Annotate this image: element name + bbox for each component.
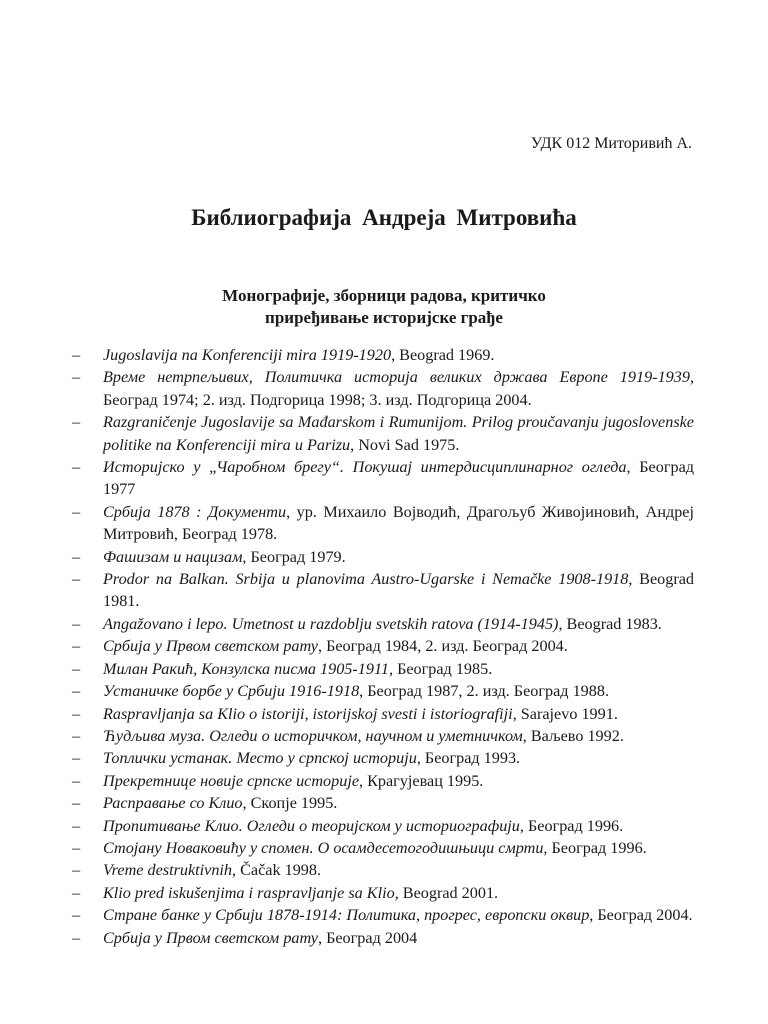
entry-publication: , Београд 1996. xyxy=(519,816,624,835)
bibliography-entry xyxy=(72,882,694,904)
entry-title: Стране банке у Србији 1878-1914: Политика, прогрес, европски оквир xyxy=(103,906,590,925)
list-dash: – xyxy=(72,547,81,566)
list-dash: – xyxy=(72,368,81,387)
list-dash: – xyxy=(72,794,81,813)
bibliography-entry xyxy=(72,747,694,769)
entry-publication: , Скопје 1995. xyxy=(242,794,338,813)
bibliography-entry xyxy=(72,792,694,814)
entry-publication: , Beograd 1969. xyxy=(391,346,495,364)
section-heading-line-2: приређивање историјске грађе xyxy=(265,308,503,327)
bibliography-entry xyxy=(72,658,694,680)
list-dash: – xyxy=(72,861,81,880)
list-dash: – xyxy=(72,413,81,432)
list-dash: – xyxy=(72,883,81,902)
bibliography-entry xyxy=(72,815,694,837)
entry-title: Фашизам и нацизам xyxy=(103,547,243,566)
entry-publication: , Београд 1987, 2. изд. Београд 1988. xyxy=(359,682,609,701)
entry-title: Vreme destruktivnih xyxy=(103,861,233,880)
list-dash: – xyxy=(72,928,81,947)
entry-title: Устаничке борбе у Србији 1916-1918 xyxy=(103,682,360,701)
entry-title: Топлички устанак. Место у српској историји xyxy=(103,749,417,768)
entry-publication: , Београд 1993. xyxy=(416,749,521,768)
entry-publication: , Ваљево 1992. xyxy=(522,726,624,745)
entry-publication: , Beograd 1983. xyxy=(558,614,662,633)
entry-publication: , ур. Михаило Војводић, Драгољуб Живојиновић, Андреј Митровић, Београд 1978. xyxy=(103,502,694,544)
bibliography-entry xyxy=(72,837,694,859)
entry-publication: , Београд 1984, 2. изд. Београд 2004. xyxy=(317,637,568,656)
entry-title: Jugoslavija na Konferenciji mira 1919-1920 xyxy=(103,346,392,364)
entry-publication: Београд 1985. xyxy=(393,659,493,678)
entry-title: Raspravljanja sa Klio o istoriji, istorijskoj svesti i istoriografiji xyxy=(103,704,513,723)
list-dash: – xyxy=(72,502,81,521)
bibliography-entry xyxy=(72,456,694,501)
bibliography-entry xyxy=(72,725,694,747)
entry-title: Prodor na Balkan. Srbija u planovima Austro-Ugarske i Nemačke 1908-1918 xyxy=(103,570,629,589)
bibliography-list xyxy=(72,344,694,949)
list-dash: – xyxy=(72,346,81,364)
entry-title: Милан Ракић, Конзулска писма 1905-1911, xyxy=(103,659,394,678)
entry-publication: , Београд 1974; 2. изд. Подгорица 1998; 3. изд. Подгорица 2004. xyxy=(103,368,694,409)
page-title: Библиографија Андреја Митровића xyxy=(191,205,577,230)
entry-publication: , Београд 2004. xyxy=(589,906,693,925)
entry-publication: , Čačak 1998. xyxy=(232,861,322,880)
bibliography-entry xyxy=(72,927,694,949)
list-dash: – xyxy=(72,570,81,589)
list-dash: – xyxy=(72,906,81,925)
entry-publication: , Крагујевац 1995. xyxy=(359,771,484,790)
bibliography-entry xyxy=(72,366,694,411)
bibliography-entry xyxy=(72,703,694,725)
entry-title: Историјско у „Чаробном брегу“. Покушај интердисциплинарног огледа xyxy=(103,458,627,477)
udc-classification: УДК 012 Миторивић А. xyxy=(530,135,692,152)
entry-title: Стојану Новаковићу у спомен. О осамдесетогодишњици смрти xyxy=(103,838,544,857)
entry-publication: , Београд 1977 xyxy=(103,458,694,499)
entry-title: Ћудљива муза. Огледи о историчком, научном и уметничком xyxy=(103,726,523,745)
entry-title: Расправање со Клио xyxy=(103,794,243,813)
bibliography-entry xyxy=(72,859,694,881)
entry-publication: , Београд 1979. xyxy=(242,547,346,566)
entry-title: Angažovano i lepo. Umetnost u razdoblju svetskih ratova (1914-1945) xyxy=(103,614,559,633)
entry-title: Прекретнице новије српске историје xyxy=(103,771,360,790)
entry-title: Србија у Првом светском рату xyxy=(103,928,318,947)
list-dash: – xyxy=(72,659,81,678)
entry-title: Klio pred iskušenjima i raspravljanje sa Klio xyxy=(103,883,395,902)
entry-publication: , Београд 1996. xyxy=(543,838,647,857)
list-dash: – xyxy=(72,614,81,633)
list-dash: – xyxy=(72,771,81,790)
list-dash: – xyxy=(72,458,81,477)
bibliography-entry xyxy=(72,770,694,792)
bibliography-entry xyxy=(72,680,694,702)
bibliography-entry xyxy=(72,613,694,635)
entry-publication: , Novi Sad 1975. xyxy=(350,435,460,454)
entry-title: Razgraničenje Jugoslavije sa Mađarskom i Rumunijom. Prilog proučavanju jugoslovenske politike na Konferenciji mira u Parizu xyxy=(103,413,694,454)
list-dash: – xyxy=(72,838,81,857)
bibliography-entry xyxy=(72,904,694,926)
section-heading xyxy=(0,285,768,329)
bibliography-entry xyxy=(72,546,694,568)
list-dash: – xyxy=(72,816,81,835)
entry-publication: , Sarajevo 1991. xyxy=(512,704,618,723)
entry-publication: , Beograd 1981. xyxy=(103,570,694,611)
entry-publication: , Београд 2004 xyxy=(317,928,418,947)
entry-title: Пропитивање Клио. Огледи о теоријском у историографији xyxy=(103,816,520,835)
list-dash: – xyxy=(72,726,81,745)
entry-title: Србија у Првом светском рату xyxy=(103,637,318,656)
entry-title: Време нетрпељивих, Политичка историја великих држава Европе 1919-1939 xyxy=(103,368,690,387)
entry-title: Србија 1878 : Документи xyxy=(103,502,287,521)
bibliography-entry xyxy=(72,344,694,366)
bibliography-entry xyxy=(72,411,694,456)
entry-publication: , Beograd 2001. xyxy=(394,883,499,902)
list-dash: – xyxy=(72,682,81,701)
section-heading-line-1: Монографије, зборници радова, критичко xyxy=(222,286,546,305)
bibliography-entry xyxy=(72,568,694,613)
list-dash: – xyxy=(72,704,81,723)
list-dash: – xyxy=(72,749,81,768)
bibliography-entry xyxy=(72,501,694,546)
bibliography-entry xyxy=(72,635,694,657)
list-dash: – xyxy=(72,637,81,656)
